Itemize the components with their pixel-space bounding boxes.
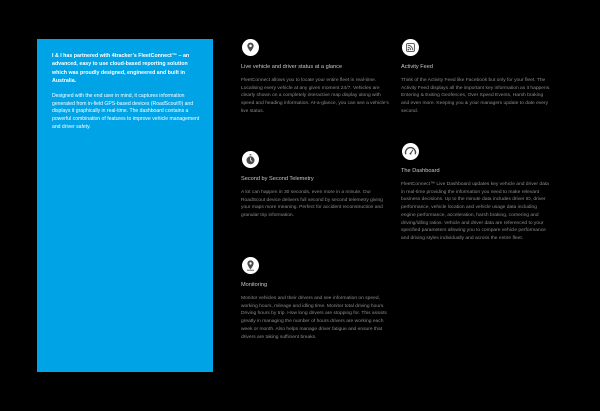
speedometer-icon xyxy=(402,143,419,160)
feature-title: Second by Second Telemetry xyxy=(241,176,314,182)
feature-activity-feed xyxy=(401,39,551,116)
intro-body-text: Designed with the end user in mind, it captures information generated from in-field GPS-based devices (RoadScout®) and displays it graphically in real-time. The dashboard contains a powerful combination of features to improve vehicle management and driver safety. xyxy=(52,93,200,130)
rss-feed-icon xyxy=(402,39,419,56)
intro-lead-text: I & I has partnered with 4tracker’s FleetConnect™ – an advanced, easy to use cloud-based reporting solution which was proudly designed, engineered and built in Australia. xyxy=(52,53,190,84)
intro-panel xyxy=(37,39,213,372)
feature-body: Monitor vehicles and their drivers and see information on speed, working hours, mileage and idling time. Monitor total driving hours. Driving hours by trip. How long drivers are stopping for. This assists greatly in managing the number of hours drivers are working each week or month. Also helps manage driver fatigue and ensure that drivers are taking sufficient breaks. xyxy=(241,296,387,340)
feature-telemetry xyxy=(241,151,391,220)
feature-monitoring xyxy=(241,257,391,341)
feature-title: Live vehicle and driver status at a glance xyxy=(241,64,343,70)
feature-body: FleetConnect™ Live Dashboard updates key vehicle and driver data in real-time providing the information you need to make relevant business decisions. Up to the minute data includes driver ID, driver performance, vehicle location and vehicle usage data including engine performance, acceleration, harsh braking, cornering and driving/idling ratios. Vehicle and driver data are referenced to your specified parameters allowing you to compare vehicle performance and driving styles individually and across the entire fleet. xyxy=(401,182,549,241)
feature-title: Activity Feed xyxy=(401,64,434,70)
feature-body: FleetConnect allows you to locate your entire fleet in real-time. Localising every vehicle at any given moment 24/7. Vehicles are clearly shown on a completely interactive map display along with speed and heading information. At-a-glance, you can see a vehicle’s live status. xyxy=(241,78,389,114)
monitoring-pin-icon xyxy=(242,257,259,274)
stopwatch-icon xyxy=(242,151,259,168)
feature-dashboard xyxy=(401,143,551,243)
feature-body: Think of the Activity Feed like Facebook but only for your fleet. The Activity Feed displays all the important key information as it happens. Entering & Exiting Geofences, Over Speed Events, Harsh braking and even more. Keeping you & your managers update to date every second. xyxy=(401,78,551,114)
feature-title: The Dashboard xyxy=(401,168,440,174)
feature-title: Monitoring xyxy=(241,282,268,288)
location-pin-icon xyxy=(242,39,259,56)
feature-body: A lot can happen in 30 seconds, even more in a minute. Our RoadScout device delivers full second by second telemetry giving your maps more meaning. Perfect for accident reconstruction and granular trip information. xyxy=(241,190,383,219)
feature-live-status xyxy=(241,39,391,116)
